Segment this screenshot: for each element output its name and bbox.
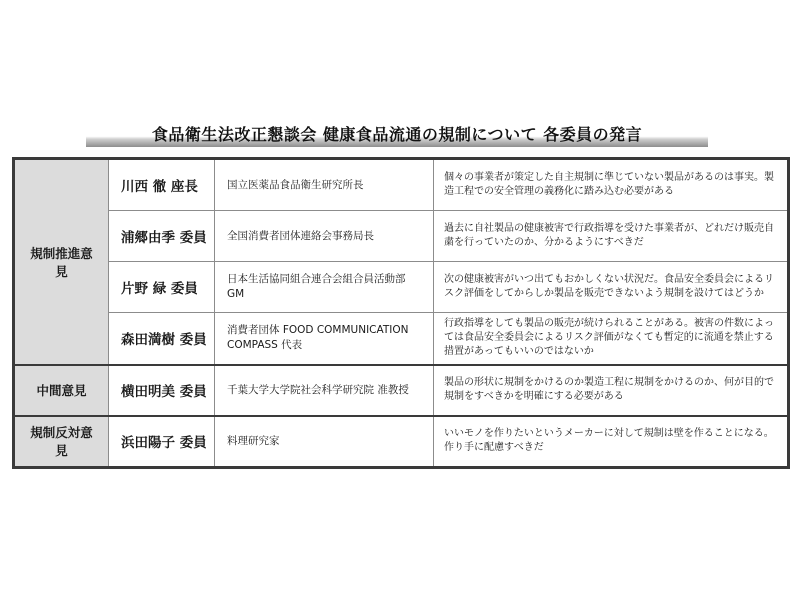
member-name: 浜田陽子 委員: [109, 416, 215, 468]
member-comment: いいモノを作りたいというメーカーに対して規制は壁を作ることになる。作り手に配慮すべきだ: [434, 416, 789, 468]
member-comment: 個々の事業者が策定した自主規制に準じていない製品があるのは事実。製造工程での安全管理の義務化に踏み込む必要がある: [434, 159, 789, 211]
member-affiliation: 日本生活協同組合連合会組合員活動部GM: [215, 262, 434, 313]
title-bar: [86, 119, 708, 147]
group-label: 規制反対意見: [14, 416, 109, 468]
member-comment: 製品の形状に規制をかけるのか製造工程に規制をかけるのか、何が目的で規制をすべきかを明確にする必要がある: [434, 365, 789, 416]
table-row: [14, 159, 789, 211]
member-comment: 過去に自社製品の健康被害で行政指導を受けた事業者が、どれだけ販売自粛を行っていたのか、分かるようにすべきだ: [434, 211, 789, 262]
committee-table: [12, 157, 790, 469]
member-comment: 行政指導をしても製品の販売が続けられることがある。被害の件数によっては食品安全委員会によるリスク評価がなくても暫定的に流通を禁止する措置があってもいいのではないか: [434, 313, 789, 365]
member-affiliation: 全国消費者団体連絡会事務局長: [215, 211, 434, 262]
group-label: 規制推進意見: [14, 159, 109, 365]
member-name: 浦郷由季 委員: [109, 211, 215, 262]
member-name: 川西 徹 座長: [109, 159, 215, 211]
table-row: [14, 365, 789, 416]
member-affiliation: 国立医薬品食品衛生研究所長: [215, 159, 434, 211]
table-row: [14, 211, 789, 262]
member-name: 横田明美 委員: [109, 365, 215, 416]
member-name: 森田満樹 委員: [109, 313, 215, 365]
group-label: 中間意見: [14, 365, 109, 416]
member-affiliation: 千葉大学大学院社会科学研究院 准教授: [215, 365, 434, 416]
page-title: 食品衛生法改正懇談会 健康食品流通の規制について 各委員の発言: [151, 125, 643, 144]
member-comment: 次の健康被害がいつ出てもおかしくない状況だ。食品安全委員会によるリスク評価をしてからしか製品を販売できないよう規制を設けてはどうか: [434, 262, 789, 313]
member-affiliation: 料理研究家: [215, 416, 434, 468]
table-row: [14, 313, 789, 365]
member-affiliation: 消費者団体 FOOD COMMUNICATION COMPASS 代表: [215, 313, 434, 365]
table-row: [14, 416, 789, 468]
member-name: 片野 緑 委員: [109, 262, 215, 313]
table-row: [14, 262, 789, 313]
